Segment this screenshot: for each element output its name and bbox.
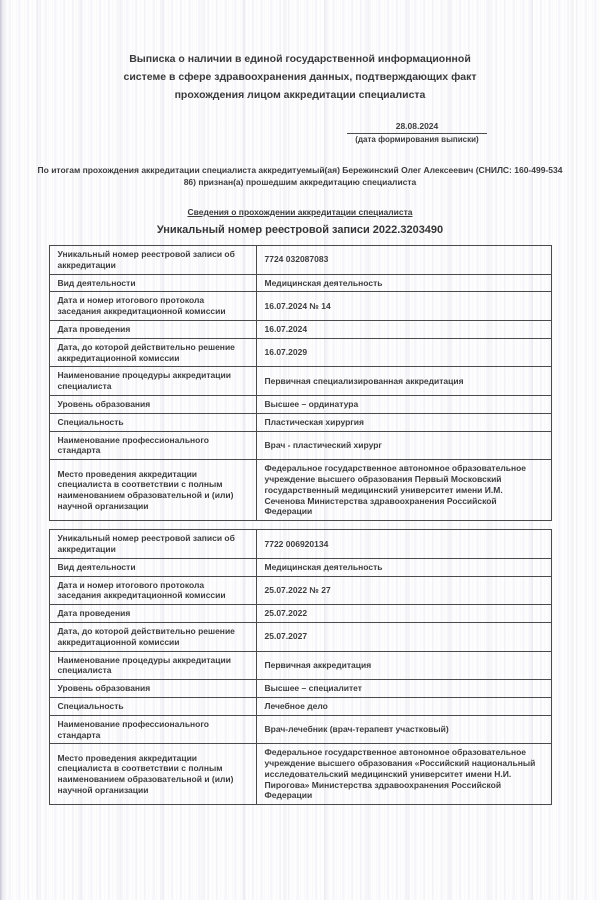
- table-row: [49, 274, 551, 292]
- row-value: 16.07.2029: [256, 338, 551, 367]
- row-label: Вид деятельности: [49, 558, 256, 576]
- row-label: Дата проведения: [49, 320, 256, 338]
- table-row: [49, 395, 551, 413]
- extract-date-block: [347, 121, 487, 144]
- row-label: Специальность: [49, 697, 256, 715]
- row-label: Дата проведения: [49, 605, 256, 623]
- table-row: [49, 413, 551, 431]
- row-value: Первичная аккредитация: [256, 651, 551, 680]
- section-heading: Сведения о прохождении аккредитации специалиста: [187, 207, 413, 217]
- extract-date-caption: (дата формирования выписки): [355, 135, 479, 144]
- row-label: Наименование процедуры аккредитации специалиста: [49, 367, 256, 396]
- row-label: Специальность: [49, 413, 256, 431]
- table-row: [49, 651, 551, 680]
- row-value: Медицинская деятельность: [256, 274, 551, 292]
- row-label: Вид деятельности: [49, 274, 256, 292]
- accreditation-table-2: [49, 529, 552, 805]
- row-label: Наименование процедуры аккредитации специалиста: [49, 651, 256, 680]
- table-row: [49, 576, 551, 605]
- row-label: Дата и номер итогового протокола заседания аккредитационной комиссии: [49, 292, 256, 321]
- row-value: 16.07.2024 № 14: [256, 292, 551, 321]
- row-label: Дата и номер итогового протокола заседания аккредитационной комиссии: [49, 576, 256, 605]
- table-row: [49, 680, 551, 698]
- row-label: Дата, до которой действительно решение аккредитационной комиссии: [49, 622, 256, 651]
- table-row: [49, 338, 551, 367]
- table-row: [49, 367, 551, 396]
- row-label: Место проведения аккредитации специалиста в соответствии с полным наименованием образовательной и (или) научной организации: [49, 744, 256, 805]
- row-value: 25.07.2027: [256, 622, 551, 651]
- row-value: 7722 006920134: [256, 530, 551, 559]
- table-row: [49, 320, 551, 338]
- row-value: Федеральное государственное автономное образовательное учреждение высшего образования Первый Московский государственный медицинский университет имени И.М. Сеченова Министерства здравоохранения Российской Федерации: [256, 460, 551, 521]
- row-label: Уникальный номер реестровой записи об аккредитации: [49, 530, 256, 559]
- document-title-line: Выписка о наличии в единой государственной информационной: [129, 53, 471, 65]
- table-row: [49, 622, 551, 651]
- table-row: [49, 530, 551, 559]
- row-value: Высшее – ординатура: [256, 395, 551, 413]
- table-row: [49, 460, 551, 521]
- row-label: Уникальный номер реестровой записи об аккредитации: [49, 246, 256, 275]
- row-label: Дата, до которой действительно решение аккредитационной комиссии: [49, 338, 256, 367]
- row-label: Место проведения аккредитации специалиста в соответствии с полным наименованием образовательной и (или) научной организации: [49, 460, 256, 521]
- row-value: 16.07.2024: [256, 320, 551, 338]
- row-value: Высшее – специалитет: [256, 680, 551, 698]
- registry-number-heading: Уникальный номер реестровой записи 2022.3203490: [156, 224, 444, 236]
- row-label: Уровень образования: [49, 680, 256, 698]
- table-row: [49, 744, 551, 805]
- document-title-line: прохождения лицом аккредитации специалиста: [174, 89, 426, 101]
- accreditation-intro-paragraph: По итогам прохождения аккредитации специалиста аккредитуемый(ая) Бережинский Олег Алексеевич (СНИЛС: 160-499-534 86) признан(а) прошедшим аккредитацию специалиста: [37, 165, 563, 187]
- table-row: [49, 715, 551, 744]
- row-label: Наименование профессионального стандарта: [49, 715, 256, 744]
- accreditation-table-1: [49, 245, 552, 521]
- row-value: Медицинская деятельность: [256, 558, 551, 576]
- table-row: [49, 431, 551, 460]
- table-row: [49, 558, 551, 576]
- table-row: [49, 292, 551, 321]
- row-value: Врач-лечебник (врач-терапевт участковый): [256, 715, 551, 744]
- row-label: Наименование профессионального стандарта: [49, 431, 256, 460]
- extract-date-value: 28.08.2024: [347, 121, 487, 134]
- row-value: Первичная специализированная аккредитация: [256, 367, 551, 396]
- row-value: Лечебное дело: [256, 697, 551, 715]
- table-row: [49, 246, 551, 275]
- document-title-line: системе в сфере здравоохранения данных, подтверждающих факт: [123, 71, 477, 83]
- document-title: [110, 50, 490, 104]
- table-row: [49, 605, 551, 623]
- row-value: 25.07.2022 № 27: [256, 576, 551, 605]
- table-row: [49, 697, 551, 715]
- row-value: Пластическая хирургия: [256, 413, 551, 431]
- row-value: 7724 032087083: [256, 246, 551, 275]
- row-value: 25.07.2022: [256, 605, 551, 623]
- row-value: Федеральное государственное автономное образовательное учреждение высшего образования «Российский национальный исследовательский медицинский университет имени Н.И. Пирогова» Министерства здравоохранения Российской Федерации: [256, 744, 551, 805]
- row-label: Уровень образования: [49, 395, 256, 413]
- row-value: Врач - пластический хирург: [256, 431, 551, 460]
